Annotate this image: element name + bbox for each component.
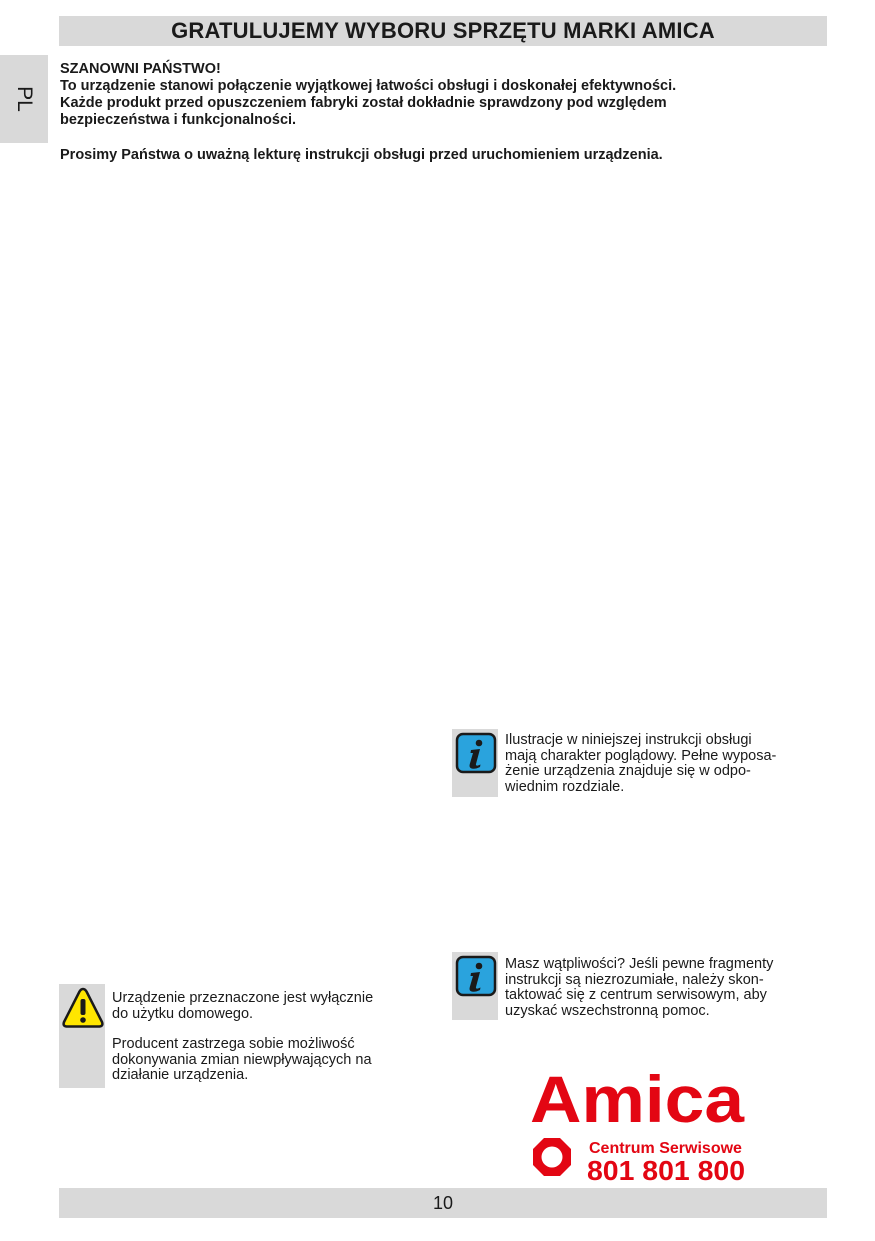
page-number: 10	[432, 1192, 454, 1213]
brand-wordmark: Amica	[530, 1064, 746, 1136]
greeting: SZANOWNI PAŃSTWO!	[60, 61, 221, 77]
amica-service-logo	[527, 1064, 751, 1186]
info-note-illustrations	[452, 729, 776, 797]
note-line: taktować się z centrum serwisowym, aby	[505, 987, 767, 1003]
warning-line: Producent zastrzega sobie możliwość	[112, 1036, 355, 1052]
language-label: PL	[13, 86, 36, 112]
warning-line: dokonywania zmian niewpływających na	[112, 1051, 372, 1068]
intro-section	[60, 61, 820, 164]
note-text	[498, 952, 773, 1020]
intro-line-1: To urządzenie stanowi połączenie wyjątkowej łatwości obsługi i doskonałej efektywności.	[60, 78, 677, 94]
note-line: uzyskać wszechstronną pomoc.	[505, 1002, 710, 1019]
service-label: Centrum Serwisowe	[589, 1140, 742, 1157]
note-line: wiednim rozdziale.	[505, 778, 625, 795]
note-icon-column	[452, 952, 498, 1020]
note-text	[498, 729, 776, 797]
service-phone: 801 801 800	[587, 1155, 745, 1186]
warning-line: do użytku domowego.	[112, 1005, 254, 1022]
note-icon-column	[59, 984, 105, 1088]
note-line: mają charakter poglądowy. Pełne wyposa-	[505, 747, 777, 764]
note-line: Ilustracje w niniejszej instrukcji obsługi	[505, 732, 752, 748]
intro-line-2: Każde produkt przed opuszczeniem fabryki został dokładnie sprawdzony pod względem	[60, 95, 667, 111]
note-line: instrukcji są niezrozumiałe, należy skon-	[505, 971, 764, 988]
note-icon-column	[452, 729, 498, 797]
language-tab	[0, 55, 48, 143]
note-line: żenie urządzenia znajduje się w odpo-	[505, 763, 751, 779]
footer-bar	[59, 1188, 827, 1218]
warning-line: Urządzenie przeznaczone jest wyłącznie	[112, 990, 374, 1006]
info-icon	[454, 954, 498, 998]
service-octagon-icon	[533, 1138, 571, 1176]
warning-line: działanie urządzenia.	[112, 1067, 249, 1083]
note-text	[105, 984, 373, 1088]
intro-request: Prosimy Państwa o uważną lekturę instrukcji obsługi przed uruchomieniem urządzenia.	[60, 147, 663, 163]
header-bar	[59, 16, 827, 46]
info-icon	[454, 731, 498, 775]
page-title: GRATULUJEMY WYBORU SPRZĘTU MARKI AMICA	[171, 18, 715, 43]
warning-note	[59, 984, 373, 1088]
warning-icon	[61, 986, 105, 1032]
info-note-help	[452, 952, 773, 1020]
note-line: Masz wątpliwości? Jeśli pewne fragmenty	[505, 956, 774, 972]
intro-line-3: bezpieczeństwa i funkcjonalności.	[60, 112, 297, 128]
